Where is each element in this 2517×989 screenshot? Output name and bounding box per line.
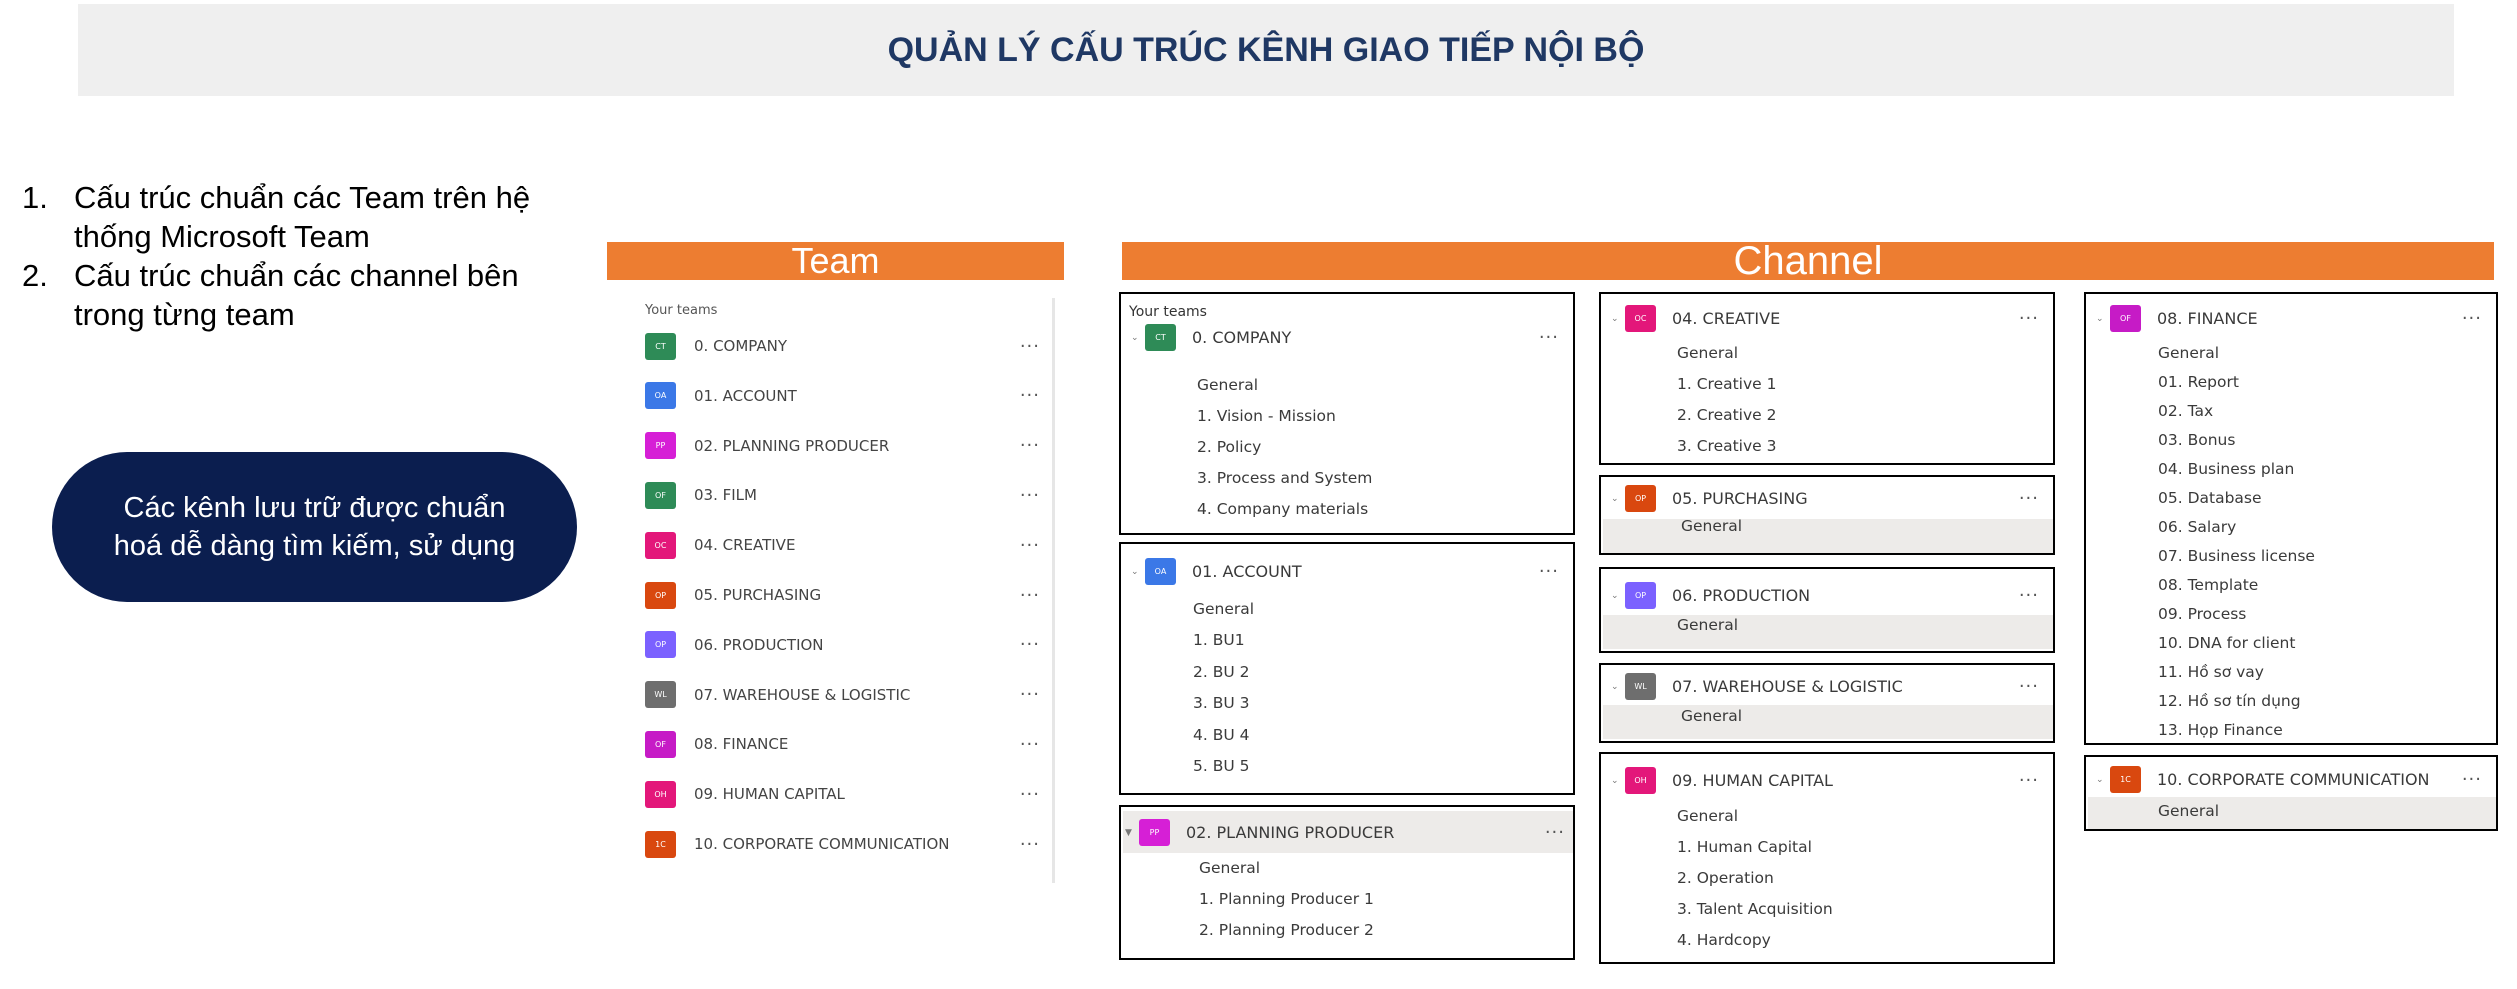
channel-header: Channel (1122, 242, 2494, 280)
team-avatar: 1C (2110, 766, 2141, 793)
more-options-icon[interactable]: ··· (1544, 822, 1565, 843)
channel-item[interactable]: General (2158, 344, 2220, 362)
team-item[interactable] (645, 729, 1040, 759)
team-item[interactable] (645, 680, 1040, 710)
more-options-icon[interactable]: ··· (1538, 561, 1559, 582)
team-header-row[interactable] (1131, 324, 1559, 351)
intro-list (22, 178, 567, 334)
team-name: 02. PLANNING PRODUCER (694, 436, 890, 455)
team-name: 0. COMPANY (694, 337, 788, 355)
intro-text-line: thống Microsoft Team (74, 219, 370, 254)
intro-item-1 (22, 178, 567, 256)
team-channel-box (1599, 752, 2055, 964)
intro-text-line: Cấu trúc chuẩn các Team trên hệ (74, 180, 531, 215)
channel-item[interactable]: General (1677, 616, 1739, 634)
channel-item[interactable]: 1. Planning Producer 1 (1199, 890, 1374, 908)
team-avatar: WL (645, 681, 676, 708)
team-avatar: OA (1145, 558, 1176, 585)
your-teams-label: Your teams (645, 303, 718, 318)
chevron-down-icon[interactable]: ⌄ (2096, 313, 2104, 324)
team-name: 10. CORPORATE COMMUNICATION (694, 835, 950, 853)
team-item[interactable] (645, 630, 1040, 660)
team-header-row[interactable] (1611, 582, 2039, 609)
channel-item[interactable]: 4. BU 4 (1193, 725, 1250, 744)
team-name: 08. FINANCE (2157, 309, 2258, 328)
channel-item[interactable]: 09. Process (2158, 605, 2247, 623)
note-pill (52, 452, 577, 602)
team-name: 01. ACCOUNT (1192, 562, 1302, 581)
team-avatar: OP (645, 582, 676, 609)
chevron-down-icon[interactable]: ⌄ (1611, 590, 1619, 601)
team-item[interactable] (645, 480, 1040, 510)
team-item[interactable] (645, 580, 1040, 610)
team-header-row[interactable] (2096, 766, 2482, 793)
channel-item[interactable]: 2. Creative 2 (1677, 406, 1777, 424)
team-name: 02. PLANNING PRODUCER (1186, 823, 1395, 842)
team-avatar: OF (645, 482, 676, 509)
team-avatar: PP (1139, 819, 1170, 846)
channel-item[interactable]: General (2158, 802, 2220, 820)
channel-item[interactable]: 08. Template (2158, 576, 2259, 594)
team-name: 05. PURCHASING (1672, 489, 1808, 508)
team-channel-box (1119, 292, 1575, 535)
team-header-row[interactable] (1131, 558, 1559, 585)
team-list-panel (607, 298, 1055, 883)
chevron-down-icon[interactable]: ⌄ (1611, 775, 1619, 786)
note-line: hoá dễ dàng tìm kiếm, sử dụng (113, 530, 516, 562)
team-channel-box (1599, 663, 2055, 743)
more-options-icon[interactable]: ··· (1019, 783, 1040, 805)
chevron-down-icon[interactable]: ⌄ (1131, 566, 1139, 577)
channel-item[interactable]: 13. Họp Finance (2158, 721, 2283, 739)
team-name: 07. WAREHOUSE & LOGISTIC (694, 685, 911, 704)
channel-item[interactable]: 1. Human Capital (1677, 838, 1812, 856)
team-name: 0. COMPANY (1192, 328, 1292, 347)
more-options-icon[interactable]: ··· (2018, 308, 2039, 329)
team-item[interactable] (645, 530, 1040, 560)
team-channel-box (1119, 805, 1575, 960)
team-avatar: OF (2110, 305, 2141, 332)
intro-item-2 (22, 256, 567, 334)
team-name: 01. ACCOUNT (694, 386, 797, 405)
team-name: 09. HUMAN CAPITAL (694, 785, 845, 804)
team-channel-box (1599, 475, 2055, 555)
channel-item[interactable]: 3. Creative 3 (1677, 437, 1777, 455)
channel-item[interactable]: 1. BU1 (1193, 631, 1245, 650)
channel-item[interactable]: 2. BU 2 (1193, 662, 1250, 681)
channel-item[interactable]: 5. BU 5 (1193, 757, 1250, 775)
note-line: Các kênh lưu trữ được chuẩn (123, 492, 506, 524)
title-bar (78, 4, 2454, 96)
team-avatar: 1C (645, 831, 676, 858)
more-options-icon[interactable]: ··· (2018, 770, 2039, 791)
chevron-down-icon[interactable]: ⌄ (1131, 332, 1139, 343)
channel-item[interactable]: General (1677, 344, 1739, 362)
team-avatar: OH (1625, 767, 1656, 794)
selected-channel-highlight (1603, 519, 2053, 553)
team-avatar: OF (645, 731, 676, 758)
more-options-icon[interactable]: ··· (1019, 385, 1040, 407)
channel-item[interactable]: General (1193, 600, 1255, 618)
team-avatar: PP (645, 432, 676, 459)
team-name: 05. PURCHASING (694, 586, 822, 604)
team-channel-box (1599, 292, 2055, 465)
chevron-down-icon[interactable]: ⌄ (1611, 493, 1619, 504)
team-avatar: OP (1625, 582, 1656, 609)
team-avatar: OH (645, 781, 676, 808)
more-options-icon[interactable]: ··· (1019, 435, 1040, 457)
team-avatar: WL (1625, 673, 1656, 700)
team-name: 07. WAREHOUSE & LOGISTIC (1672, 677, 1903, 696)
team-item[interactable] (645, 779, 1040, 809)
intro-number: 1. (22, 180, 48, 215)
chevron-down-icon[interactable]: ⌄ (1611, 313, 1619, 324)
more-options-icon[interactable]: ··· (1019, 335, 1040, 357)
team-channel-box (1599, 567, 2055, 653)
team-item[interactable] (645, 829, 1040, 859)
team-header-row[interactable] (2096, 305, 2482, 332)
intro-text-line: Cấu trúc chuẩn các channel bên (74, 258, 519, 293)
team-name: 06. PRODUCTION (694, 635, 824, 654)
channel-item[interactable]: General (1677, 807, 1739, 825)
channel-item[interactable]: 12. Hồ sơ tín dụng (2158, 692, 2301, 710)
intro-text-line: trong từng team (74, 297, 295, 332)
channel-item[interactable]: 10. DNA for client (2158, 634, 2296, 652)
team-header-row[interactable] (1125, 819, 1565, 846)
your-teams-label: Your teams (1129, 304, 1207, 320)
intro-number: 2. (22, 258, 48, 293)
channel-item[interactable]: 2. Policy (1197, 438, 1262, 456)
team-avatar: CT (645, 333, 676, 360)
team-header-row[interactable] (1611, 767, 2039, 794)
page-title: QUẢN LÝ CẤU TRÚC KÊNH GIAO TIẾP NỘI BỘ (887, 31, 1645, 69)
channel-item[interactable]: General (1681, 707, 1743, 725)
channel-item[interactable]: 1. Vision - Mission (1197, 407, 1336, 425)
team-name: 08. FINANCE (694, 735, 789, 754)
caret-down-icon[interactable]: ▼ (1125, 827, 1132, 838)
team-header: Team (607, 242, 1064, 280)
team-header-row[interactable] (1611, 305, 2039, 332)
team-header-row[interactable] (1611, 673, 2039, 700)
team-avatar: OA (645, 382, 676, 409)
channel-item[interactable]: 05. Database (2158, 489, 2262, 507)
channel-item[interactable]: 02. Tax (2158, 402, 2214, 420)
team-avatar: OC (1625, 305, 1656, 332)
more-options-icon[interactable]: ··· (1538, 327, 1559, 348)
team-header-row[interactable] (1611, 485, 2039, 512)
more-options-icon[interactable]: ··· (1019, 484, 1040, 506)
team-avatar: OP (1625, 485, 1656, 512)
channel-item[interactable]: 2. Planning Producer 2 (1199, 921, 1374, 939)
team-avatar: OC (645, 532, 676, 559)
selected-channel-highlight (1603, 615, 2053, 649)
channel-item[interactable]: 04. Business plan (2158, 460, 2295, 478)
chevron-down-icon[interactable]: ⌄ (1611, 681, 1619, 692)
more-options-icon[interactable]: ··· (2461, 308, 2482, 329)
channel-item[interactable]: 3. Process and System (1197, 469, 1373, 487)
more-options-icon[interactable]: ··· (2018, 585, 2039, 606)
more-options-icon[interactable]: ··· (2018, 676, 2039, 697)
channel-item[interactable]: 4. Hardcopy (1677, 931, 1771, 949)
team-name: 06. PRODUCTION (1672, 586, 1811, 605)
channel-item[interactable]: 07. Business license (2158, 547, 2315, 565)
channel-item[interactable]: 01. Report (2158, 373, 2239, 391)
channel-item[interactable]: 4. Company materials (1197, 500, 1369, 518)
team-item[interactable] (645, 331, 1040, 361)
more-options-icon[interactable]: ··· (1019, 684, 1040, 706)
channel-item[interactable]: 3. BU 3 (1193, 694, 1250, 713)
team-name: 04. CREATIVE (1672, 309, 1781, 328)
channel-item[interactable]: 11. Hồ sơ vay (2158, 663, 2264, 681)
team-name: 03. FILM (694, 486, 757, 505)
team-name: 10. CORPORATE COMMUNICATION (2157, 770, 2430, 789)
more-options-icon[interactable]: ··· (2018, 488, 2039, 509)
team-name: 09. HUMAN CAPITAL (1672, 771, 1833, 790)
more-options-icon[interactable]: ··· (1019, 534, 1040, 556)
team-channel-box (1119, 542, 1575, 795)
channel-item[interactable]: General (1681, 517, 1743, 535)
channel-item[interactable]: 2. Operation (1677, 869, 1774, 887)
more-options-icon[interactable]: ··· (1019, 634, 1040, 656)
chevron-down-icon[interactable]: ⌄ (2096, 774, 2104, 785)
team-avatar: CT (1145, 324, 1176, 351)
more-options-icon[interactable]: ··· (1019, 584, 1040, 606)
team-channel-box (2084, 755, 2498, 831)
selected-channel-highlight (1603, 705, 2053, 739)
channel-item[interactable]: General (1199, 859, 1261, 877)
channel-item[interactable]: General (1197, 376, 1259, 394)
channel-item[interactable]: 1. Creative 1 (1677, 375, 1777, 393)
channel-item[interactable]: 3. Talent Acquisition (1677, 900, 1833, 918)
team-item[interactable] (645, 381, 1040, 411)
team-avatar: OP (645, 631, 676, 658)
more-options-icon[interactable]: ··· (1019, 733, 1040, 755)
selected-channel-highlight (2088, 797, 2496, 829)
team-item[interactable] (645, 431, 1040, 461)
channel-item[interactable]: 06. Salary (2158, 518, 2237, 536)
more-options-icon[interactable]: ··· (1019, 833, 1040, 855)
more-options-icon[interactable]: ··· (2461, 769, 2482, 790)
team-channel-box (2084, 292, 2498, 745)
team-name: 04. CREATIVE (694, 536, 796, 555)
channel-item[interactable]: 03. Bonus (2158, 431, 2236, 449)
